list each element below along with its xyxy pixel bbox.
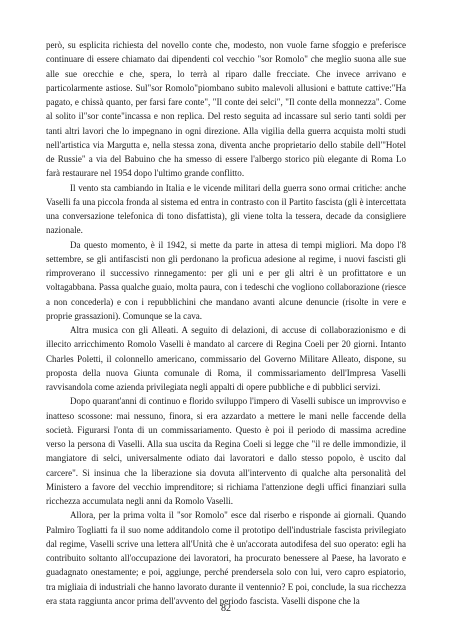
paragraph: Il vento sta cambiando in Italia e le vicende militari della guerra sono ormai critiche: anche Vaselli fa una piccola fronda al sistema ed entra in contrasto con il Partito fascista (gli è intercettata una conversazione telefonica di tono disfattista), gli viene tolta la tessera, decade da consigliere nazionale. [46, 182, 406, 236]
paragraph: Da questo momento, è il 1942, si mette da parte in attesa di tempi migliori. Ma dopo l'8 settembre, se gli antifascisti non gli perdonano la proficua adesione al regime, i nuovi fascisti gli rimproverano il successivo rinnegamento: per gli uni e per gli altri è un profittatore e un voltagabbana. Passa qualche guaio, molta paura, con i tedeschi che vogliono collaborazione (riesce a non concederla) e con i repubblichini che mandano avanti alcune denuncie (risolte in vere e proprie grassazioni). Comunque se la cava. [46, 239, 406, 321]
body-text [46, 38, 406, 608]
paragraph: però, su esplicita richiesta del novello conte che, modesto, non vuole farne sfoggio e preferisce continuare di essere chiamato dai dipendenti col vecchio "sor Romolo" che meglio suona alle sue alle sue orecchie e che, spera, lo terrà al riparo dalle frecciate. Che invece arrivano e particolarmente astiose. Sul"sor Romolo"piombano subito malevoli allusioni e battute cattive:"Ha pagato, e chissà quanto, per farsi fare conte", "Il conte dei selci", "Il conte della monnezza". Come al solito il"sor conte"incassa e non replica. Del resto seguita ad incassare sul serio tanti soldi per tanti altri lavori che lo impegnano in ogni direzione. Alla vigilia della guerra acquista molti studi nell'artistica via Margutta e, nella stessa zona, diventa anche proprietario dello stabile dell'"Hotel de Russie" a via del Babuino che ha smesso di essere l'albergo storico più elegante di Roma Lo farà restaurare nel 1954 dopo l'ultimo grande conflitto. [46, 40, 406, 179]
paragraph: Dopo quarant'anni di continuo e florido sviluppo l'impero di Vaselli subisce un improvviso e inatteso scossone: mai nessuno, finora, si era azzardato a mettere le mani nelle faccende della società. Figurarsi l'onta di un commissariamento. Questo è poi il periodo di massima acredine verso la persona di Vaselli. Alla sua uscita da Regina Coeli si legge che "il re delle immondizie, il mangiatore di selci, universalmente odiato dai lavoratori e dallo stesso popolo, è uscito dal carcere". Si insinua che la liberazione sia dovuta all'intervento di qualche alta personalità del Ministero a favore del vecchio imprenditore; si richiama l'attenzione degli uffici finanziari sulla ricchezza accumulata negli anni da Romolo Vaselli. [46, 396, 406, 506]
paragraph: Altra musica con gli Alleati. A seguito di delazioni, di accuse di collaborazionismo e di illecito arricchimento Romolo Vaselli è mandato al carcere di Regina Coeli per 20 giorni. Intanto Charles Poletti, il colonnello americano, commissario del Governo Militare Alleato, dispone, su proposta della nuova Giunta comunale di Roma, il commissariamento dell'Impresa Vaselli ravvisandola come azienda privilegiata negli appalti di opere pubbliche e di pubblici servizi. [46, 325, 406, 392]
page-number: 82 [221, 603, 231, 614]
paragraph: Allora, per la prima volta il "sor Romolo" esce dal riserbo e risponde ai giornali. Quando Palmiro Togliatti fa il suo nome additandolo come il prototipo dell'industriale fascista privilegiato dal regime, Vaselli scrive una lettera all'Unità che è un'accorata autodifesa del suo operato: egli ha contribuito soltanto all'occupazione dei lavoratori, ha procurato benessere al Paese, ha lavorato e guadagnato onestamente; e poi, aggiunge, perché prendersela solo con lui, vero capro espiatorio, tra migliaia di industriali che hanno lavorato durante il ventennio? E poi, conclude, la sua ricchezza era stata raggiunta ancor prima dell'avvento del periodo fascista. Vaselli dispone che la [46, 510, 406, 606]
